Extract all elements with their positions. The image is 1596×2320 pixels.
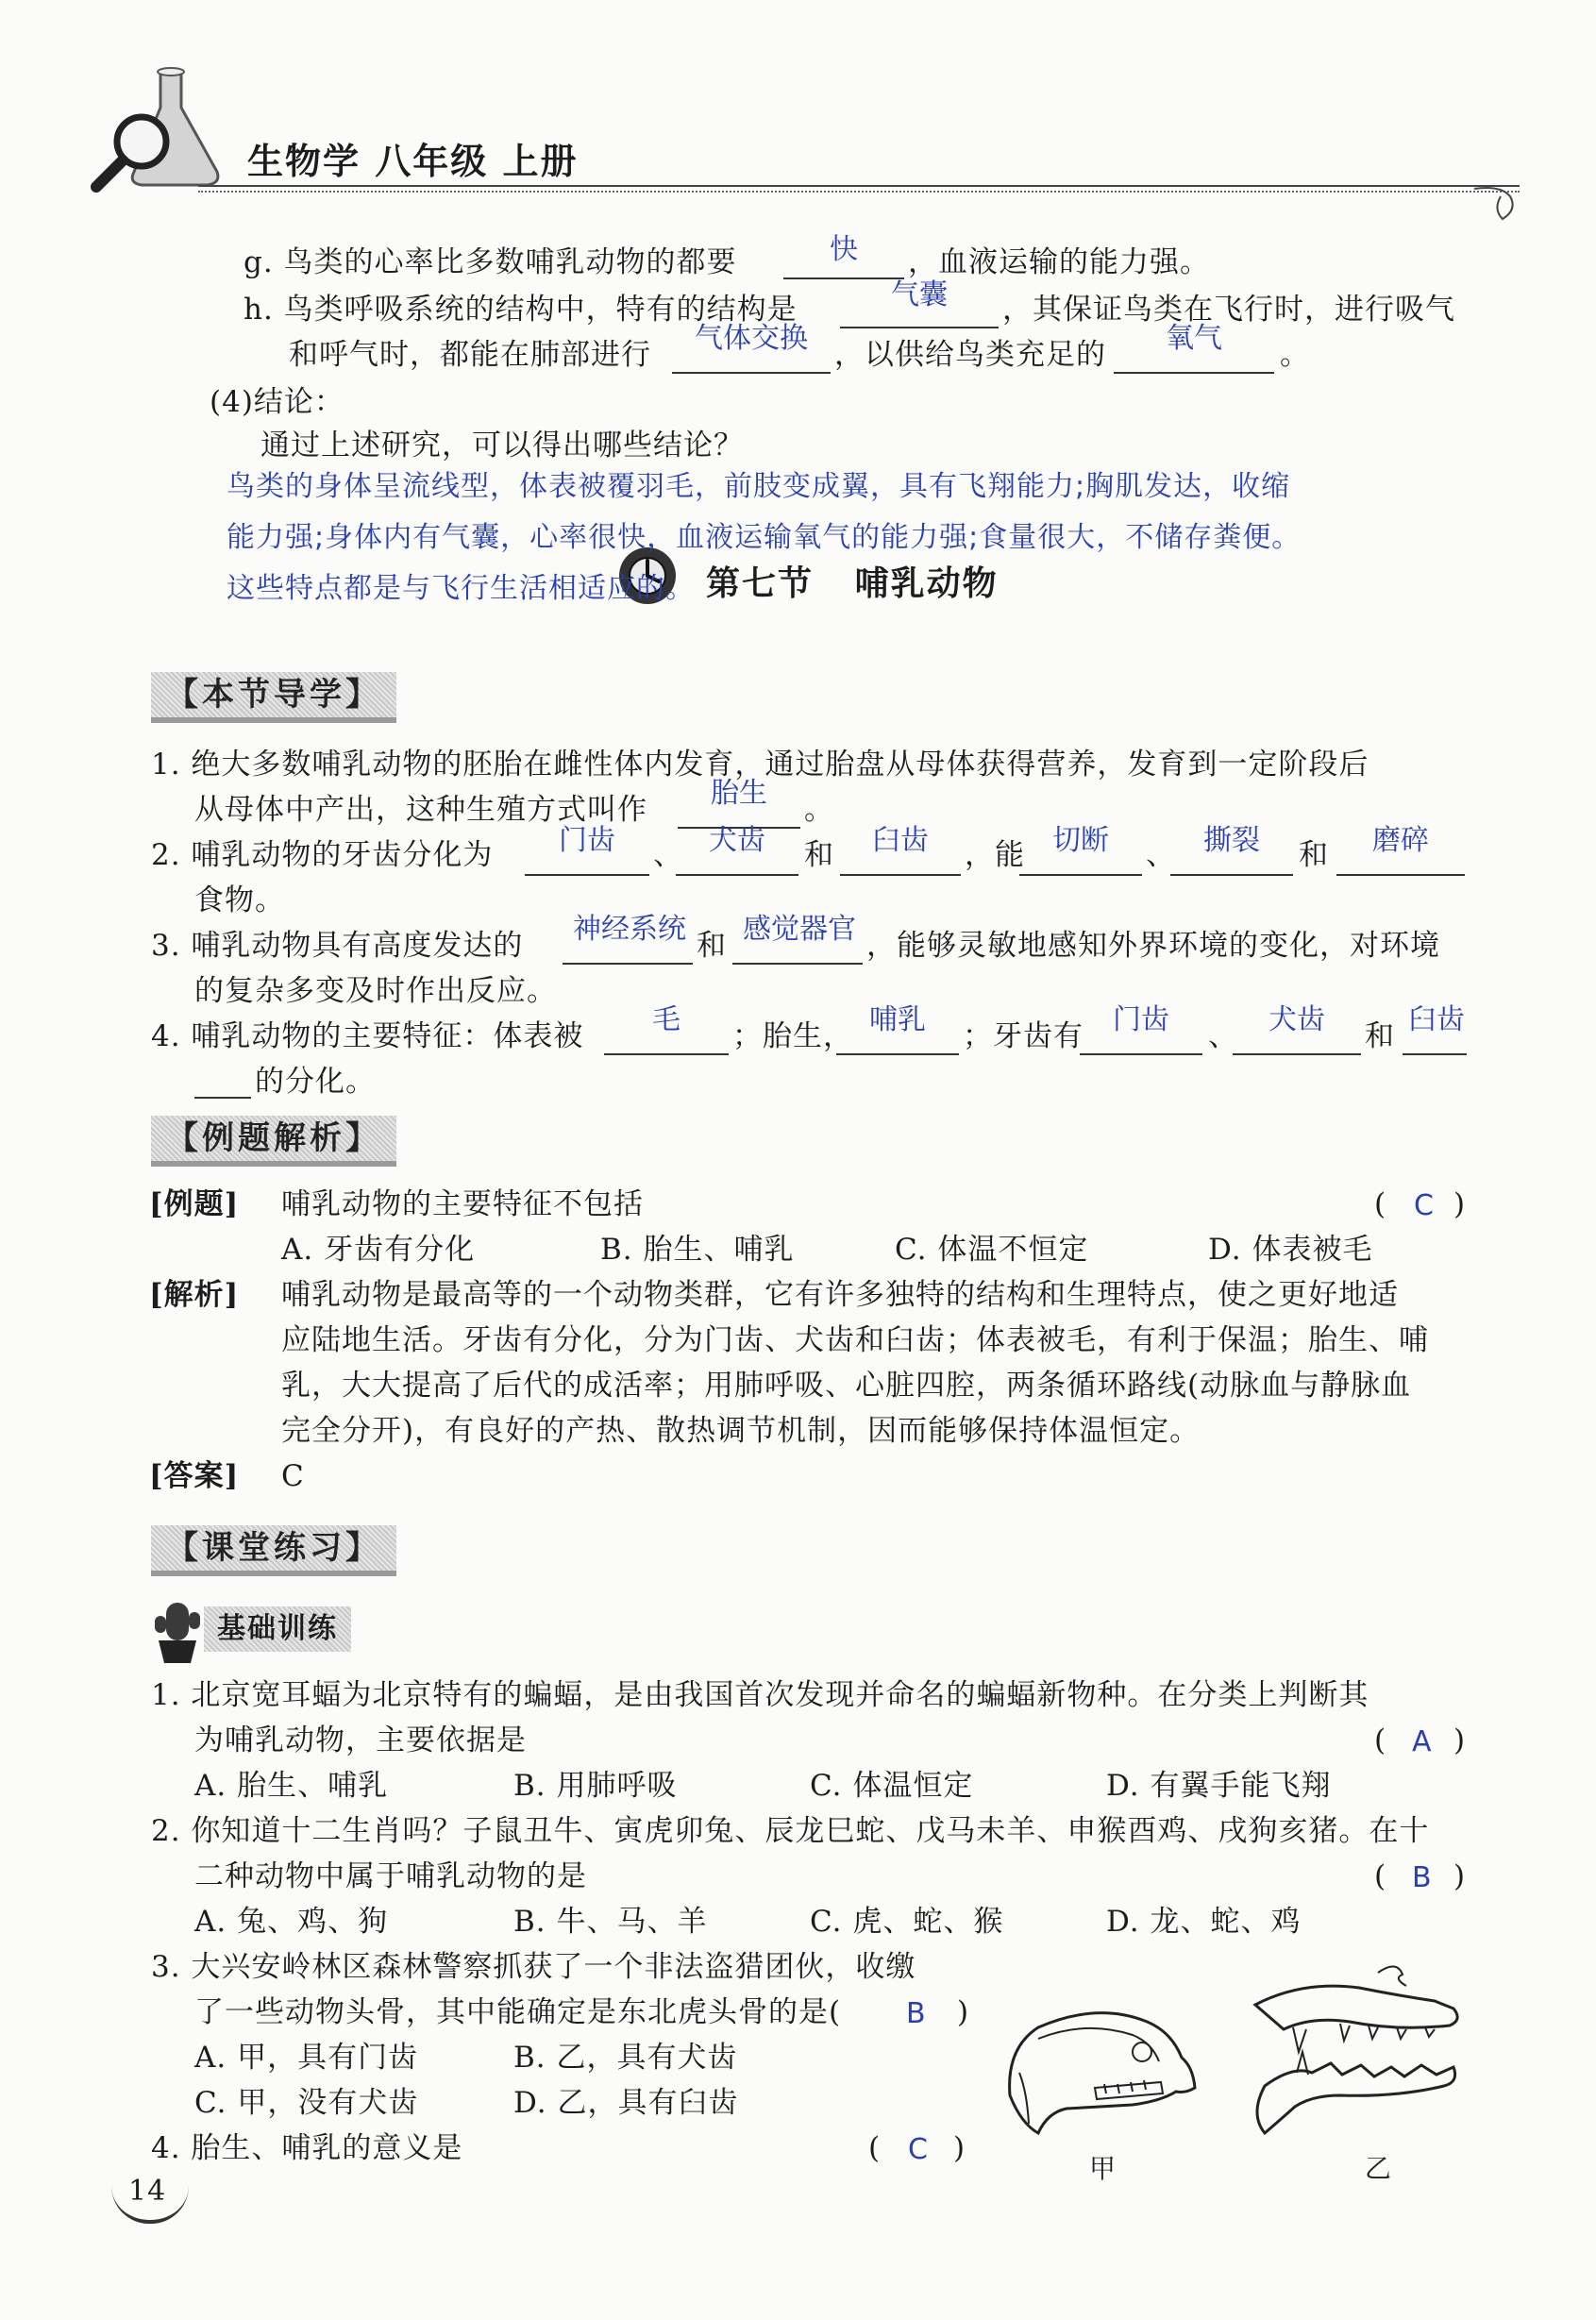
guide-q3-post: ，能够灵敏地感知外界环境的变化，对环境 <box>866 929 1440 963</box>
guide-q2-can: ，能 <box>965 838 1025 872</box>
conclusion-answer-3: 这些特点都是与飞行生活相适应的。 <box>227 572 695 605</box>
guide-q2-b4-answer: 切断 <box>1052 824 1109 857</box>
practice-subheading: 基础训练 <box>204 1606 351 1652</box>
practice-q1-answer: A <box>1412 1725 1433 1758</box>
practice-q3-line2: 了一些动物头骨，其中能确定是东北虎头骨的是( <box>194 1995 842 2029</box>
example-label-answer: [答案] <box>149 1459 240 1493</box>
example-analysis-line2: 应陆地生活。牙齿有分化，分为门齿、犬齿和臼齿；体表被毛，有利于保温；胎生、哺 <box>281 1323 1429 1357</box>
guide-q4-mid2: ；牙齿有 <box>963 1019 1084 1053</box>
practice-q1-line2: 为哺乳动物，主要依据是 <box>194 1723 527 1757</box>
guide-q2-b3-answer: 臼齿 <box>872 824 929 857</box>
practice-q3-option-d: D. 乙，具有臼齿 <box>513 2086 739 2120</box>
guide-q4-b1-line <box>604 1051 729 1055</box>
practice-q4: 4. 胎生、哺乳的意义是 <box>151 2131 463 2165</box>
example-option-d: D. 体表被毛 <box>1208 1233 1373 1267</box>
header-rule <box>198 185 1520 193</box>
practice-q3-line1: 3. 大兴安岭林区森林警察抓获了一个非法盗猎团伙，收缴 <box>151 1950 916 1984</box>
guide-q4-b5-line <box>1403 1051 1467 1055</box>
practice-q1-line1: 1. 北京宽耳蝠为北京特有的蝙蝠，是由我国首次发现并命名的蝙蝠新物种。在分类上判断其 <box>151 1678 1369 1712</box>
example-question: 哺乳动物的主要特征不包括 <box>281 1187 644 1221</box>
g-blank-answer: 快 <box>830 233 858 266</box>
h2-line-pre: 和呼气时，都能在肺部进行 <box>289 338 651 372</box>
practice-q2-paren-left: ( <box>1374 1859 1387 1893</box>
guide-q4-and: 和 <box>1365 1019 1395 1053</box>
practice-q2-option-b: B. 牛、马、羊 <box>513 1905 708 1939</box>
guide-q2-b6-answer: 磨碎 <box>1372 824 1429 857</box>
practice-q2-line2: 二种动物中属于哺乳动物的是 <box>194 1859 587 1893</box>
guide-q2-b2-answer: 犬齿 <box>709 824 765 857</box>
practice-q1-paren-left: ( <box>1374 1723 1387 1757</box>
h-line-mid: ，其保证鸟类在飞行时，进行吸气 <box>1002 293 1455 327</box>
guide-q2-sep1: 、 <box>653 838 683 872</box>
guide-q1-line2: 从母体中产出，这种生殖方式叫作 <box>194 793 647 827</box>
guide-q3-b1-line <box>563 961 693 965</box>
guide-q4-b1-answer: 毛 <box>652 1003 680 1036</box>
guide-q2-sep2: 、 <box>1146 838 1176 872</box>
practice-q1-option-c: C. 体温恒定 <box>810 1769 974 1803</box>
guide-q4-pre: 4. 哺乳动物的主要特征：体表被 <box>151 1019 584 1053</box>
guide-q4-b3-line <box>1080 1051 1202 1055</box>
guide-q3-b2-answer: 感觉器官 <box>743 913 856 946</box>
g-line-post: ，血液运输的能力强。 <box>908 245 1210 279</box>
page-number: 14 <box>128 2175 167 2208</box>
guide-heading: 【本节导学】 <box>151 672 396 723</box>
guide-q2-pre: 2. 哺乳动物的牙齿分化为 <box>151 838 494 872</box>
example-paren-left: ( <box>1374 1187 1387 1221</box>
guide-q3-end: 的复杂多变及时作出反应。 <box>194 974 557 1008</box>
guide-q4-b2-line <box>836 1051 959 1055</box>
practice-q3-option-b: B. 乙，具有犬齿 <box>513 2041 738 2075</box>
guide-q2-b1-line <box>525 872 649 876</box>
guide-q2-b5-answer: 撕裂 <box>1203 824 1260 857</box>
practice-q2-option-a: A. 兔、鸡、狗 <box>194 1905 389 1939</box>
example-paren-right: ) <box>1453 1187 1467 1221</box>
guide-q2-b1-answer: 门齿 <box>559 824 615 857</box>
guide-q2-b6-line <box>1336 872 1465 876</box>
guide-q1-blank-answer: 胎生 <box>711 777 767 810</box>
practice-q3-paren-right: ) <box>957 1995 970 2029</box>
guide-q2-b4-line <box>1019 872 1142 876</box>
header-title: 生物学 八年级 上册 <box>247 141 579 182</box>
h-blank1-line <box>840 325 999 328</box>
example-analysis-line3: 乳，大大提高了后代的成活率；用肺呼吸、心脏四腔，两条循环路线(动脉血与静脉血 <box>281 1369 1412 1403</box>
skull-jia-figure <box>1000 1982 1218 2143</box>
example-option-b: B. 胎生、哺乳 <box>600 1233 795 1267</box>
conclusion-question: 通过上述研究，可以得出哪些结论？ <box>260 429 744 462</box>
practice-q1-option-b: B. 用肺呼吸 <box>513 1769 678 1803</box>
h-blank2-answer: 气体交换 <box>695 322 808 355</box>
guide-q2-and2: 和 <box>1299 838 1329 872</box>
guide-q2-b3-line <box>840 872 961 876</box>
guide-q3-b1-answer: 神经系统 <box>573 913 686 946</box>
example-option-c: C. 体温不恒定 <box>895 1233 1089 1267</box>
practice-q2-option-d: D. 龙、蛇、鸡 <box>1106 1905 1302 1939</box>
guide-q1-line1: 1. 绝大多数哺乳动物的胚胎在雌性体内发育，通过胎盘从母体获得营养，发育到一定阶段后 <box>151 748 1369 782</box>
practice-q2-option-c: C. 虎、蛇、猴 <box>810 1905 1004 1939</box>
header-logo <box>87 59 228 200</box>
h-blank1-answer: 气囊 <box>891 278 948 311</box>
practice-heading: 【课堂练习】 <box>151 1525 396 1576</box>
guide-q4-end: 的分化。 <box>255 1065 376 1099</box>
practice-q2-paren-right: ) <box>1453 1859 1467 1893</box>
guide-q3-pre: 3. 哺乳动物具有高度发达的 <box>151 929 524 963</box>
guide-q4-b4-answer: 犬齿 <box>1268 1003 1325 1036</box>
guide-q4-b5-answer: 臼齿 <box>1408 1003 1465 1036</box>
figure-label-yi: 乙 <box>1365 2153 1393 2184</box>
conclusion-answer-2: 能力强;身体内有气囊，心率很快，血液运输氧气的能力强;食量很大，不储存粪便。 <box>227 521 1302 554</box>
example-heading: 【例题解析】 <box>151 1116 396 1167</box>
guide-q4-mid1: ；胎生， <box>732 1019 853 1053</box>
guide-q4-b3-answer: 门齿 <box>1113 1003 1169 1036</box>
h-blank3-line <box>1114 370 1274 374</box>
guide-q2-end: 食物。 <box>194 883 285 917</box>
practice-q4-paren-right: ) <box>953 2131 966 2165</box>
guide-q3-and: 和 <box>697 929 727 963</box>
guide-q2-and1: 和 <box>804 838 834 872</box>
conclusion-answer-1: 鸟类的身体呈流线型，体表被覆羽毛，前肢变成翼，具有飞翔能力;胸肌发达，收缩 <box>227 470 1291 503</box>
example-answer: C <box>281 1459 305 1493</box>
header-rule-swirl-icon <box>1472 168 1520 225</box>
practice-q4-paren-left: ( <box>868 2131 882 2165</box>
skull-yi-figure <box>1236 1954 1482 2152</box>
example-answer-mark: C <box>1414 1189 1435 1222</box>
practice-q3-option-a: A. 甲，具有门齿 <box>194 2041 419 2075</box>
h-blank2-line <box>672 370 831 374</box>
practice-q4-answer: C <box>908 2133 929 2166</box>
guide-q2-b5-line <box>1170 872 1293 876</box>
practice-q2-answer: B <box>1412 1861 1433 1894</box>
practice-q1-option-a: A. 胎生、哺乳 <box>194 1769 389 1803</box>
example-label-analysis: [解析] <box>149 1278 240 1312</box>
guide-q2-b2-line <box>676 872 798 876</box>
cactus-icon <box>151 1597 204 1665</box>
guide-q4-b5-line-cont <box>194 1095 251 1099</box>
example-analysis-line1: 哺乳动物是最高等的一个动物类群，它有许多独特的结构和生理特点，使之更好地适 <box>281 1278 1399 1312</box>
practice-q1-paren-right: ) <box>1453 1723 1467 1757</box>
h-line-pre: h. 鸟类呼吸系统的结构中，特有的结构是 <box>244 293 798 327</box>
example-label-question: [例题] <box>149 1187 240 1221</box>
example-analysis-line4: 完全分开)，有良好的产热、散热调节机制，因而能够保持体温恒定。 <box>281 1414 1201 1448</box>
practice-q3-option-c: C. 甲，没有犬齿 <box>194 2086 419 2120</box>
guide-q3-b2-line <box>732 961 863 965</box>
section-title: 第七节 哺乳动物 <box>706 564 999 603</box>
h2-line-end: 。 <box>1280 338 1310 372</box>
guide-q4-b4-line <box>1233 1051 1361 1055</box>
practice-q2-line1: 2. 你知道十二生肖吗？子鼠丑牛、寅虎卯兔、辰龙巳蛇、戊马未羊、申猴酉鸡、戌狗亥猪。在十 <box>151 1814 1430 1848</box>
h-blank3-answer: 氧气 <box>1166 322 1222 355</box>
example-option-a: A. 牙齿有分化 <box>281 1233 476 1267</box>
practice-q1-option-d: D. 有翼手能飞翔 <box>1106 1769 1332 1803</box>
h2-line-mid: ，以供给鸟类充足的 <box>834 338 1106 372</box>
figure-label-jia: 甲 <box>1089 2153 1117 2184</box>
guide-q4-b2-answer: 哺乳 <box>869 1003 926 1036</box>
practice-q3-answer: B <box>906 1997 927 2030</box>
conclusion-label: (4)结论： <box>210 385 344 419</box>
guide-q1-end: 。 <box>804 793 834 827</box>
g-line-pre: g. 鸟类的心率比多数哺乳动物的都要 <box>244 245 737 279</box>
guide-q4-sep: 、 <box>1208 1019 1238 1053</box>
